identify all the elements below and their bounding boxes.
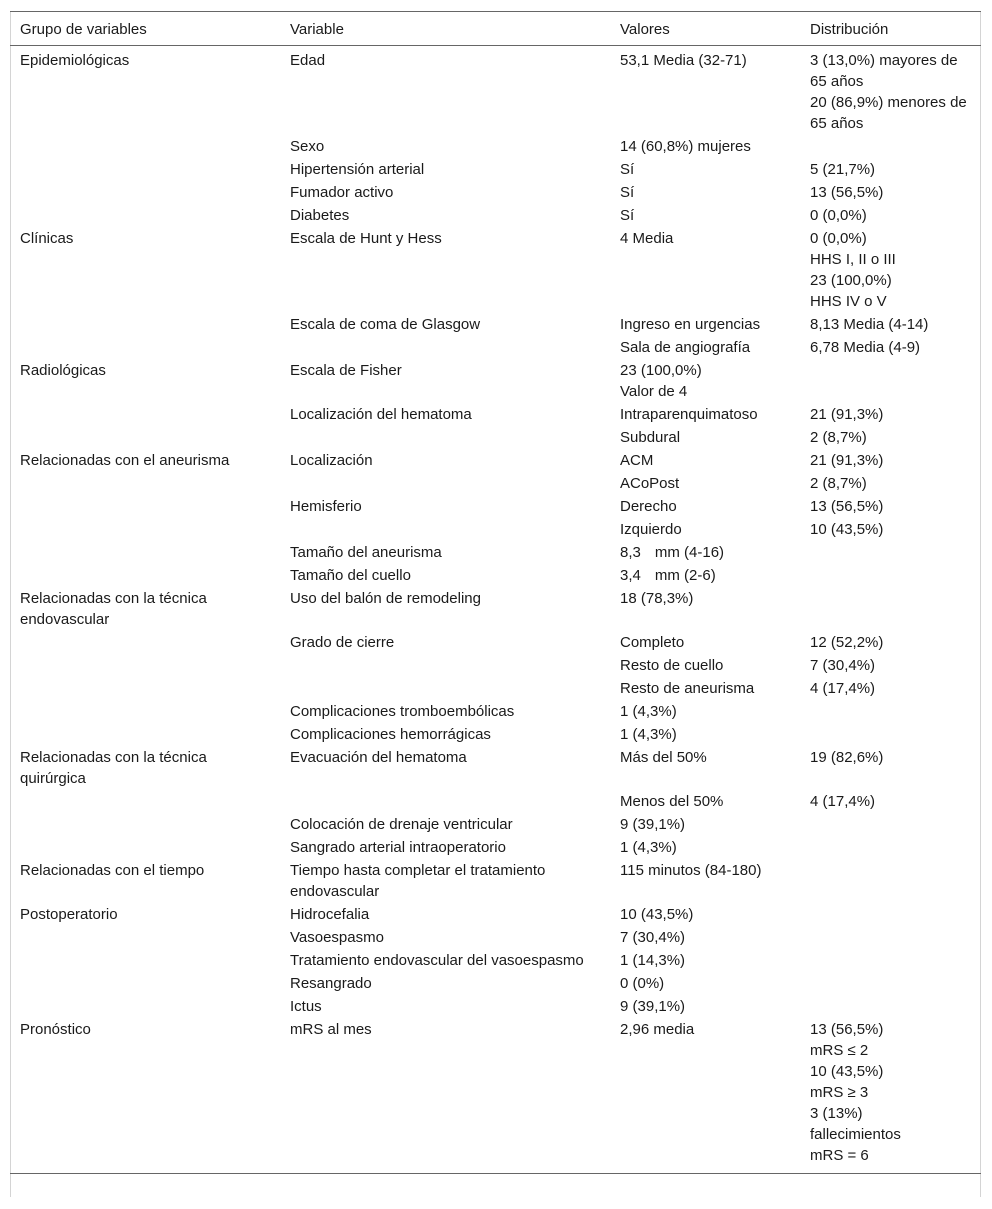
header-distribucion: Distribución [800, 12, 981, 46]
table-row [10, 449, 981, 472]
cell-distribution [800, 903, 981, 926]
value-line: Derecho [620, 498, 677, 515]
distribution-line: 13 (56,5%) [810, 1021, 884, 1038]
cell-variable: Localización [290, 452, 373, 469]
cell-distribution [800, 313, 981, 336]
table-row [10, 972, 981, 995]
value-line: 9 (39,1%) [620, 816, 686, 833]
value-line: Izquierdo [620, 521, 682, 538]
value-line: Resto de cuello [620, 657, 724, 674]
cell-variable: mRS al mes [280, 1018, 610, 1174]
cell-values [610, 158, 800, 181]
value-line: 53,1 Media (32-71) [620, 52, 747, 69]
distribution-line: 7 (30,4%) [810, 657, 876, 674]
distribution-line: HHS IV o V [810, 293, 887, 310]
cell-variable [280, 518, 610, 541]
cell-distribution [800, 654, 981, 677]
cell-group [10, 631, 280, 654]
cell-distribution [800, 227, 981, 313]
cell-group [10, 204, 280, 227]
cell-variable: Evacuación del hematoma [290, 749, 467, 766]
cell-variable: Hidrocefalia [290, 906, 370, 923]
cell-variable: Uso del balón de remodeling [290, 590, 481, 607]
table-row [10, 903, 981, 926]
distribution-line: 3 (13%) [810, 1105, 863, 1122]
cell-values [610, 926, 800, 949]
value-line: Completo [620, 634, 685, 651]
table-row [10, 654, 981, 677]
cell-values [610, 972, 800, 995]
cell-values [610, 631, 800, 654]
cell-values [610, 313, 800, 336]
cell-group [10, 972, 280, 995]
cell-group [10, 181, 280, 204]
cell-distribution [800, 1018, 981, 1174]
cell-group [10, 654, 280, 677]
cell-values [610, 181, 800, 204]
cell-group [10, 135, 280, 158]
cell-variable [280, 472, 610, 495]
cell-values [610, 518, 800, 541]
cell-distribution [800, 859, 981, 903]
cell-values [610, 995, 800, 1018]
table-row [10, 426, 981, 449]
value-line: Menos del 50% [620, 793, 724, 810]
distribution-line: 20 (86,9%) menores de 65 años [810, 94, 967, 132]
table-row [10, 518, 981, 541]
cell-group: Relacionadas con la técnica quirúrgica [20, 749, 207, 787]
cell-variable: Edad [290, 52, 326, 69]
cell-distribution [800, 336, 981, 359]
cell-values [610, 495, 800, 518]
cell-group [10, 926, 280, 949]
value-line: Sí [620, 207, 635, 224]
table-row [10, 790, 981, 813]
distribution-line: HHS I, II o III [810, 251, 896, 268]
cell-variable: Colocación de drenaje ventricular [290, 816, 513, 833]
cell-values [610, 746, 800, 790]
distribution-line: mRS = 6 [810, 1147, 869, 1164]
cell-distribution [800, 700, 981, 723]
table-row [10, 158, 981, 181]
cell-distribution [800, 723, 981, 746]
cell-distribution [800, 359, 981, 403]
cell-values [610, 859, 800, 903]
value-line: Valor de 4 [620, 383, 688, 400]
cell-variable: Fumador activo [290, 184, 394, 201]
cell-group: Pronóstico [10, 1018, 280, 1174]
table-row [10, 359, 981, 403]
table-row [10, 313, 981, 336]
cell-variable: Complicaciones hemorrágicas [290, 726, 491, 743]
cell-group [10, 995, 280, 1018]
distribution-line: 12 (52,2%) [810, 634, 884, 651]
cell-values [610, 700, 800, 723]
cell-variable [280, 677, 610, 700]
distribution-line: 3 (13,0%) mayores de 65 años [810, 52, 958, 90]
table-row [10, 813, 981, 836]
cell-distribution [800, 46, 981, 136]
cell-values [610, 403, 800, 426]
value-line: Sí [620, 161, 635, 178]
cell-variable: Escala de coma de Glasgow [290, 316, 481, 333]
cell-group [10, 813, 280, 836]
value-line: 1 (14,3%) [620, 952, 686, 969]
table-body [10, 46, 981, 1174]
cell-distribution [800, 631, 981, 654]
distribution-line: 13 (56,5%) [810, 498, 884, 515]
cell-values [610, 790, 800, 813]
header-variable: Variable [280, 12, 610, 46]
data-table [10, 11, 981, 1174]
cell-distribution [800, 158, 981, 181]
cell-group [10, 790, 280, 813]
cell-variable: Tamaño del cuello [290, 567, 411, 584]
cell-distribution [800, 972, 981, 995]
value-line: 7 (30,4%) [620, 929, 686, 946]
cell-variable: Vasoespasmo [290, 929, 384, 946]
cell-group [10, 700, 280, 723]
distribution-line: 8,13 Media (4-14) [810, 316, 929, 333]
cell-distribution [800, 403, 981, 426]
table-row [10, 949, 981, 972]
distribution-line: 21 (91,3%) [810, 452, 884, 469]
table-row [10, 403, 981, 426]
cell-distribution [800, 790, 981, 813]
distribution-line: 2 (8,7%) [810, 429, 867, 446]
header-grupo: Grupo de variables [10, 12, 280, 46]
cell-variable: Localización del hematoma [290, 406, 472, 423]
cell-values [610, 541, 800, 564]
value-line: 2,96 media [620, 1021, 695, 1038]
cell-values [610, 1018, 800, 1174]
value-line: 14 (60,8%) mujeres [620, 138, 751, 155]
value-line: 1 (4,3%) [620, 703, 677, 720]
cell-values [610, 587, 800, 631]
distribution-line: 2 (8,7%) [810, 475, 867, 492]
table-row [10, 859, 981, 903]
cell-variable: Complicaciones tromboembólicas [290, 703, 515, 720]
value-line: 23 (100,0%) [620, 362, 702, 379]
cell-group [10, 723, 280, 746]
distribution-line: mRS ≤ 2 [810, 1042, 869, 1059]
table-row [10, 135, 981, 158]
cell-variable [280, 336, 610, 359]
table-row [10, 746, 981, 790]
cell-group [10, 313, 280, 336]
table-row [10, 541, 981, 564]
cell-variable: Hipertensión arterial [290, 161, 425, 178]
cell-group: Epidemiológicas [20, 52, 130, 69]
cell-variable: Diabetes [290, 207, 350, 224]
table-row [10, 46, 981, 136]
table-row [10, 181, 981, 204]
cell-distribution [800, 426, 981, 449]
cell-values [610, 426, 800, 449]
cell-variable: Tiempo hasta completar el tratamiento endovascular [290, 862, 546, 900]
value-line: Sí [620, 184, 635, 201]
cell-values [610, 677, 800, 700]
table-row [10, 995, 981, 1018]
cell-values [610, 836, 800, 859]
cell-variable [280, 654, 610, 677]
distribution-line: 21 (91,3%) [810, 406, 884, 423]
cell-distribution [800, 472, 981, 495]
table-row [10, 495, 981, 518]
cell-variable: Hemisferio [290, 498, 362, 515]
value-line: 1 (4,3%) [620, 726, 677, 743]
table-row [10, 723, 981, 746]
cell-distribution [800, 204, 981, 227]
value-unit: mm (2-6) [654, 567, 716, 584]
distribution-line: mRS ≥ 3 [810, 1084, 869, 1101]
cell-group [10, 336, 280, 359]
table-row [10, 700, 981, 723]
table-row [10, 631, 981, 654]
cell-values [610, 204, 800, 227]
cell-group [10, 677, 280, 700]
cell-distribution [800, 813, 981, 836]
cell-group [10, 426, 280, 449]
cell-values [610, 336, 800, 359]
cell-values [610, 359, 800, 403]
cell-values [610, 654, 800, 677]
table-row [10, 564, 981, 587]
distribution-line: 6,78 Media (4-9) [810, 339, 921, 356]
value-line: Sala de angiografía [620, 339, 751, 356]
cell-distribution [800, 995, 981, 1018]
value-line: Intraparenquimatoso [620, 406, 758, 423]
table-row [10, 204, 981, 227]
distribution-line: fallecimientos [810, 1126, 901, 1143]
value-line: 4 Media [620, 230, 674, 247]
cell-variable: Grado de cierre [290, 634, 395, 651]
value-line: 115 minutos (84-180) [620, 862, 762, 879]
value-line: ACM [620, 452, 654, 469]
cell-values [610, 135, 800, 158]
value-line: ACoPost [620, 475, 680, 492]
cell-distribution [800, 949, 981, 972]
distribution-line: 19 (82,6%) [810, 749, 884, 766]
distribution-line: 0 (0,0%) [810, 230, 867, 247]
value-line: 10 (43,5%) [620, 906, 694, 923]
table-row [10, 472, 981, 495]
cell-group [10, 564, 280, 587]
cell-group: Relacionadas con el aneurisma [20, 452, 230, 469]
table-row [10, 1018, 981, 1174]
table-row [10, 227, 981, 313]
cell-group [10, 541, 280, 564]
cell-group: Postoperatorio [20, 906, 118, 923]
cell-variable: Resangrado [290, 975, 372, 992]
cell-group [10, 495, 280, 518]
cell-values [610, 449, 800, 472]
cell-distribution [800, 449, 981, 472]
cell-variable: Tratamiento endovascular del vasoespasmo [290, 952, 584, 969]
header-valores: Valores [610, 12, 800, 46]
value-line: Resto de aneurisma [620, 680, 755, 697]
value-line: Ingreso en urgencias [620, 316, 761, 333]
value-unit: mm (4-16) [654, 544, 725, 561]
cell-group [10, 949, 280, 972]
cell-values [610, 472, 800, 495]
cell-distribution [800, 541, 981, 564]
cell-variable: Sangrado arterial intraoperatorio [290, 839, 506, 856]
cell-values [610, 949, 800, 972]
cell-variable [280, 426, 610, 449]
cell-variable: Tamaño del aneurisma [290, 544, 442, 561]
cell-values [610, 46, 800, 136]
distribution-line: 10 (43,5%) [810, 521, 884, 538]
cell-variable [280, 790, 610, 813]
value-number: 3,4 [620, 567, 641, 584]
cell-values [610, 903, 800, 926]
table-row [10, 336, 981, 359]
cell-variable: Escala de Fisher [290, 362, 402, 379]
cell-distribution [800, 181, 981, 204]
cell-group: Relacionadas con el tiempo [20, 862, 205, 879]
cell-group [10, 836, 280, 859]
cell-distribution [800, 836, 981, 859]
cell-values [610, 227, 800, 313]
value-line: Subdural [620, 429, 681, 446]
cell-distribution [800, 135, 981, 158]
cell-values [610, 564, 800, 587]
distribution-line: 23 (100,0%) [810, 272, 892, 289]
cell-variable: Sexo [290, 138, 325, 155]
cell-group [10, 403, 280, 426]
cell-group: Radiológicas [20, 362, 106, 379]
distribution-line: 10 (43,5%) [810, 1063, 884, 1080]
cell-group: Relacionadas con la técnica endovascular [20, 590, 207, 628]
table-row [10, 587, 981, 631]
cell-group: Clínicas [20, 230, 74, 247]
cell-values [610, 813, 800, 836]
value-line: Más del 50% [620, 749, 707, 766]
value-line: 0 (0%) [620, 975, 665, 992]
value-line: 9 (39,1%) [620, 998, 686, 1015]
table-row [10, 677, 981, 700]
distribution-line: 5 (21,7%) [810, 161, 876, 178]
cell-variable: Ictus [290, 998, 322, 1015]
table-row [10, 836, 981, 859]
cell-group [10, 518, 280, 541]
cell-distribution [800, 746, 981, 790]
cell-variable: Escala de Hunt y Hess [290, 230, 442, 247]
value-line: 1 (4,3%) [620, 839, 677, 856]
table-row [10, 926, 981, 949]
cell-distribution [800, 926, 981, 949]
header-row [10, 12, 981, 46]
cell-distribution [800, 677, 981, 700]
distribution-line: 4 (17,4%) [810, 793, 876, 810]
cell-group [10, 158, 280, 181]
distribution-line: 4 (17,4%) [810, 680, 876, 697]
cell-distribution [800, 564, 981, 587]
cell-group [10, 472, 280, 495]
cell-distribution [800, 518, 981, 541]
value-number: 8,3 [620, 544, 641, 561]
value-line: 18 (78,3%) [620, 590, 694, 607]
distribution-line: 13 (56,5%) [810, 184, 884, 201]
cell-values [610, 723, 800, 746]
cell-distribution [800, 495, 981, 518]
distribution-line: 0 (0,0%) [810, 207, 867, 224]
cell-distribution [800, 587, 981, 631]
